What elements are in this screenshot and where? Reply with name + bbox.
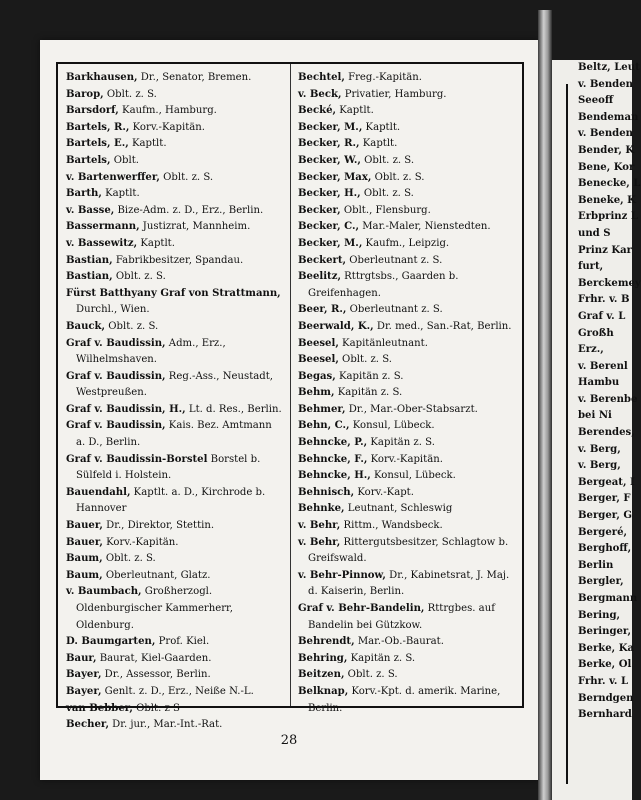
book-page-right-partial [552,60,641,800]
entry-details: Mar.-Maler, Nienstedten. [359,221,491,233]
partial-entry: Erz., [578,344,604,356]
entry-details: Korv.-Kapt. [354,486,414,498]
partial-entry: Bernhard [578,709,632,721]
partial-entry: v. Berg, [578,460,621,472]
entry-name: Bayer, [66,669,102,681]
partial-entry: Berke, Ka [578,642,635,654]
directory-entry [298,601,516,634]
directory-entry [66,136,284,153]
directory-entry [66,87,284,104]
right-column [298,70,516,717]
directory-entry [298,302,516,319]
directory-entry [298,336,516,353]
entry-name: Graf v. Baudissin, [66,337,166,349]
partial-entry: Berlin [578,559,614,571]
entry-name: Becher, [66,719,109,731]
entry-details: Konsul, Lübeck. [349,420,435,432]
right-page-fragments [552,60,641,724]
entry-name: Behncke, F., [298,453,368,465]
entry-details: Kapitän z. S. [347,652,416,664]
partial-entry: v. Berg, [578,443,621,455]
entry-details: Korv.-Kpt. d. amerik. Marine, Berlin. [308,685,501,714]
entry-details: Oblt. z. S. [102,553,156,565]
entry-name: Begas, [298,370,336,382]
entry-name: Becker, H., [298,188,361,200]
entry-name: Bartels, [66,154,111,166]
directory-entry [66,684,284,701]
partial-entry: v. Benden [578,128,633,140]
entry-details: Kapitän z. S. [334,387,403,399]
directory-entry [298,468,516,485]
directory-entry [298,219,516,236]
directory-entry [298,70,516,87]
partial-entry: Bergeat, I [578,476,635,488]
partial-entry: Großh [578,327,614,339]
entry-name: Bastian, [66,271,113,283]
partial-entry: Berndgen [578,692,634,704]
entry-name: Beer, R., [298,304,347,316]
directory-entry [66,402,284,419]
directory-entry [298,369,516,386]
partial-entry: v. Benden [578,78,633,90]
entry-details: Kaptlt. [362,121,401,133]
directory-entry [298,651,516,668]
directory-entry [66,170,284,187]
entry-name: Becker, [298,204,341,216]
entry-details: Dr., Assessor, Berlin. [101,669,211,681]
entry-name: Becker, Max, [298,171,372,183]
partial-entry: Berendes, [578,427,635,439]
entry-details: Kapitänleutnant. [338,337,428,349]
entry-details: Oberleutnant z. S. [346,304,443,316]
entry-details: Kaufm., Hamburg. [118,105,217,117]
directory-entry [66,236,284,253]
partial-entry: Beneke, K [578,194,636,206]
entry-name: Graf v. Behr-Bandelin, [298,603,425,614]
entry-name: Bechtel, [298,72,345,83]
entry-details: Rttrgtsbs., Gaarden b. Greifenhagen. [308,271,459,299]
partial-entry: Seeoff [578,95,614,107]
directory-entry [66,336,284,369]
text-frame [56,62,524,731]
partial-entry: Berghoff, [578,543,632,555]
entry-details: Kapitän z. S. [335,370,404,382]
partial-entry: v. Berenbe [578,393,638,405]
directory-entry [66,219,284,236]
directory-entry [66,253,284,270]
entry-name: Behnke, [298,503,345,515]
directory-entry [66,418,284,451]
entry-name: Behn, C., [298,420,350,432]
entry-details: Korv.-Kapitän. [367,453,443,465]
entry-name: Bartels, E., [66,138,129,150]
entry-name: Graf v. Baudissin, [66,370,166,382]
entry-name: v. Behr-Pinnow, [298,569,386,581]
entry-details: Reg.-Ass., Neustadt, Westpreußen. [76,370,274,399]
partial-entry: Beltz, Leut [578,62,640,73]
partial-entry: bei Ni [578,410,612,422]
entry-details: Oblt., Flensburg. [340,204,431,216]
column-divider [290,64,291,706]
directory-entry [66,286,284,319]
entry-name: v. Beck, [298,88,342,100]
entry-name: v. Behr, [298,536,341,548]
entry-details: Großherzogl. Oldenburgischer Kammerherr, Oldenburg. [76,586,233,631]
entry-name: Becker, W., [298,154,361,166]
directory-entry [298,418,516,435]
directory-entry [66,203,284,220]
partial-entry: Bender, K [578,144,635,156]
entry-name: Bayer, [66,685,102,697]
entry-name: Becker, C., [298,221,360,233]
directory-entry [298,87,516,104]
entry-details: Lt. d. Res., Berlin. [185,403,282,415]
entry-details: Rittergutsbesitzer, Schlagtow b. Greifswald. [308,536,509,565]
entry-name: Behmer, [298,403,346,415]
partial-entry: Bering, [578,609,621,621]
entry-details: Genlt. z. D., Erz., Neiße N.-L. [101,685,254,697]
entry-name: van Bebber, [66,702,133,714]
directory-entry [298,634,516,651]
directory-entry [66,103,284,120]
left-column [66,70,284,734]
entry-name: Bauer, [66,536,103,548]
partial-entry: furt, [578,261,604,273]
partial-entry: Benecke, L [578,178,641,190]
entry-details: Oblt. [110,154,139,166]
entry-name: v. Baumbach, [66,586,142,598]
entry-details: Oblt. z. S. [159,171,214,183]
directory-entry [66,518,284,535]
partial-entry: Berckemey [578,277,641,289]
directory-entry [298,385,516,402]
entry-details: Dr. jur., Mar.-Int.-Rat. [108,719,223,731]
directory-entry [298,170,516,187]
partial-entry: Frhr. v. L [578,675,629,687]
entry-details: Oblt. z. S. [371,171,425,183]
entry-details: Justizrat, Mannheim. [139,221,251,233]
partial-entry: Prinz Kar [578,244,632,256]
entry-details: Kaptlt. [359,138,398,150]
partial-entry: Beringer, [578,626,632,638]
entry-details: Oblt. z S [132,702,180,714]
directory-entry [298,402,516,419]
entry-name: Graf v. Baudissin, H., [66,403,186,415]
entry-details: Leutnant, Schleswig [344,503,453,515]
entry-name: Becké, [298,105,337,117]
entry-name: Becker, M., [298,121,363,133]
entry-details: Kaufm., Leipzig. [362,237,450,249]
directory-entry [298,435,516,452]
directory-entry [298,103,516,120]
partial-entry: Erbprinz L [578,211,638,223]
entry-name: Baum, [66,553,103,565]
entry-details: Freg.-Kapitän. [344,72,422,83]
partial-entry: Bergler, [578,576,624,588]
entry-details: Oberleutnant z. S. [346,254,443,266]
entry-name: Barop, [66,88,104,100]
directory-entry [66,651,284,668]
entry-details: Oblt. z. S. [112,271,166,283]
directory-entry [298,667,516,684]
entry-name: D. Baumgarten, [66,636,156,648]
entry-details: Adm., Erz., Wilhelmshaven. [76,337,226,366]
directory-entry [66,319,284,336]
directory-entry [66,269,284,286]
entry-details: Bize-Adm. z. D., Erz., Berlin. [114,204,264,216]
entry-name: Baum, [66,569,103,581]
entry-details: Kaptlt. [101,188,140,200]
entry-name: Becker, M., [298,237,363,249]
partial-entry: Berger, G [578,510,632,522]
partial-entry: Bendeman [578,111,639,123]
directory-entry [66,551,284,568]
entry-name: v. Bassewitz, [66,237,138,249]
entry-details: Kapitän z. S. [367,437,435,449]
entry-details: Oblt. z. S. [103,88,157,100]
partial-entry: Berke, Ol [578,659,632,671]
entry-details: Rittm., Wandsbeck. [340,520,443,532]
directory-entry [66,535,284,552]
directory-entry [66,701,284,718]
entry-name: Behncke, H., [298,470,371,482]
entry-name: Barth, [66,188,102,200]
entry-name: Behm, [298,387,335,399]
directory-entry [66,452,284,485]
entry-name: Bartels, R., [66,121,130,133]
entry-details: Oberleutnant, Glatz. [102,569,211,581]
entry-details: Kais. Bez. Amtmann a. D., Berlin. [76,420,272,449]
directory-entry [298,153,516,170]
directory-entry [298,501,516,518]
directory-entry [66,584,284,634]
entry-name: Baur, [66,652,97,664]
directory-entry [298,352,516,369]
entry-name: Bastian, [66,254,113,266]
entry-name: Bassermann, [66,221,140,233]
entry-details: Privatier, Hamburg. [341,88,447,100]
entry-details: Konsul, Lübeck. [370,470,456,482]
entry-name: v. Behr, [298,520,341,532]
directory-entry [298,684,516,717]
entry-name: Becker, R., [298,138,360,150]
entry-details: Fabrikbesitzer, Spandau. [112,254,244,266]
entry-details: Oblt. z. S. [105,320,159,332]
directory-entry [66,634,284,651]
entry-name: Behrendt, [298,636,355,648]
entry-name: Fürst Batthyany Graf von Strattmann, [66,287,281,299]
entry-name: Beerwald, K., [298,320,374,332]
directory-entry [298,253,516,270]
entry-details: Korv.-Kapitän. [102,536,179,548]
entry-name: v. Basse, [66,204,115,216]
entry-details: Korv.-Kapitän. [129,121,205,133]
entry-details: Oblt. z. S. [338,354,392,366]
directory-entry [298,136,516,153]
entry-details: Baurat, Kiel-Gaarden. [96,652,212,664]
directory-entry [66,667,284,684]
directory-entry [66,717,284,734]
entry-name: Belknap, [298,685,349,697]
entry-name: Behring, [298,652,348,664]
directory-entry [298,518,516,535]
entry-name: Bauck, [66,320,106,332]
partial-entry: Bene, Kor [578,161,635,173]
entry-details: Kaptlt. [128,138,167,150]
entry-name: v. Bartenwerffer, [66,171,160,183]
directory-entry [66,485,284,518]
directory-entry [298,452,516,469]
book-spine [538,10,552,800]
entry-details: Durchl., Wien. [76,304,150,316]
partial-entry: und S [578,227,611,239]
directory-entry [66,70,284,87]
entry-name: Behnisch, [298,486,355,498]
entry-details: Kaptlt. a. D., Kirchrode b. Hannover [76,486,266,515]
partial-entry: Bergeré, [578,526,628,538]
directory-entry [66,120,284,137]
page-number: 28 [280,733,298,748]
partial-entry: Bergmann [578,593,638,604]
entry-name: Graf v. Baudissin, [66,420,166,432]
entry-details: Mar.-Ob.-Baurat. [354,636,444,648]
directory-entry [298,120,516,137]
directory-entry [298,485,516,502]
entry-name: Bauer, [66,520,103,532]
directory-entry [298,203,516,220]
entry-name: Graf v. Baudissin-Borstel [66,453,208,465]
entry-name: Beesel, [298,354,339,366]
entry-details: Oblt. z. S. [360,188,414,200]
entry-details: Dr., Senator, Bremen. [137,72,252,83]
entry-name: Bauendahl, [66,486,131,498]
entry-details: Borstel b. Sülfeld i. Holstein. [76,453,261,482]
directory-entry [66,369,284,402]
right-page-frame-edge [566,84,568,784]
entry-name: Barsdorf, [66,105,119,117]
entry-details: Dr., Direktor, Stettin. [102,520,215,532]
entry-details: Kaptlt. [137,237,175,249]
directory-entry [298,236,516,253]
entry-name: Beelitz, [298,271,341,283]
entry-details: Oblt. z. S. [360,154,415,166]
book-page-left [40,40,538,780]
entry-details: Prof. Kiel. [155,636,210,648]
entry-details: Oblt. z. S. [344,669,398,681]
directory-entry [298,568,516,601]
directory-entry [298,319,516,336]
entry-name: Behncke, P., [298,437,368,449]
entry-details: Rttrgbes. auf Bandelin bei Gützkow. [308,603,495,631]
directory-entry [298,269,516,302]
partial-entry: Graf v. L [578,310,626,322]
partial-entry: Frhr. v. B [578,294,630,306]
directory-entry [66,186,284,203]
partial-entry: Hambu [578,377,620,389]
entry-details: Kaptlt. [336,105,374,117]
directory-entry [298,186,516,203]
entry-name: Barkhausen, [66,72,138,83]
entry-details: Dr., Kabinetsrat, J. Maj. d. Kaiserin, Berlin. [308,569,510,598]
entry-name: Beckert, [298,254,347,266]
directory-entry [66,153,284,170]
directory-entry [66,568,284,585]
entry-details: Dr. med., San.-Rat, Berlin. [373,320,512,332]
entry-details: Dr., Mar.-Ober-Stabsarzt. [345,403,478,415]
entry-name: Beitzen, [298,669,345,681]
directory-entry [298,535,516,568]
partial-entry: Berger, F [578,493,631,505]
partial-entry: v. Berenl [578,360,628,372]
entry-name: Beesel, [298,337,339,349]
